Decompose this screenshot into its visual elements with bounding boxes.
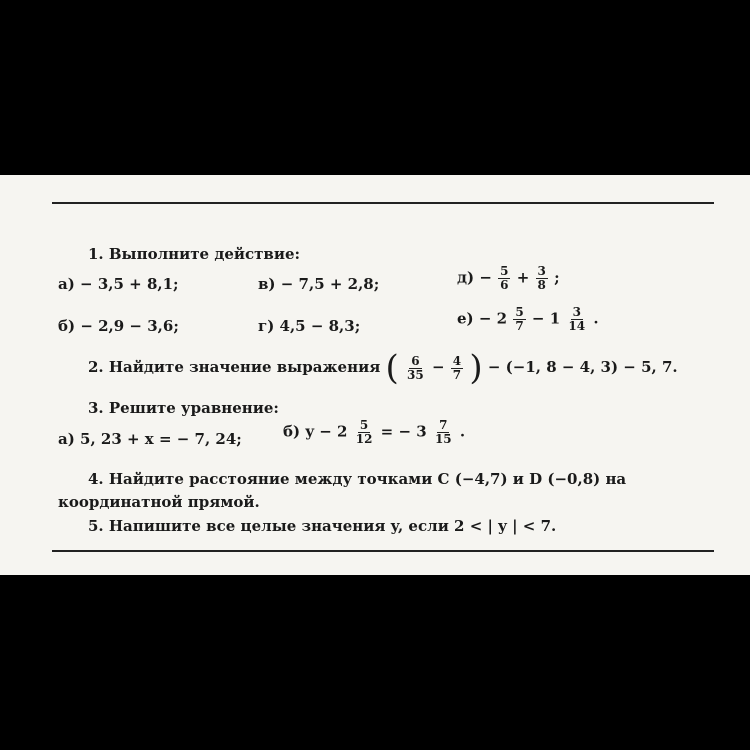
fraction: $\frac{3}{14}$ [568, 305, 586, 333]
task4-line2: координатной прямой. [58, 493, 260, 511]
task3-title: 3. Решите уравнение: [88, 399, 279, 417]
fraction: $\frac{3}{8}$ [537, 264, 546, 292]
task2: 2. Найдите значение выражения ( $\frac{6}{35}$ − $\frac{4}{7}$ ) − (−1, 8 − 4, 3) − 5, 7. [88, 348, 678, 388]
bottom-rule [52, 550, 714, 552]
task5: 5. Напишите все целые значения y, если 2 < | y | < 7. [88, 517, 557, 535]
task1-d: д) − $\frac{5}{6}$ + $\frac{3}{8}$ ; [457, 264, 560, 292]
top-rule [52, 202, 714, 204]
task2-text: 2. Найдите значение выражения [88, 358, 381, 376]
task1-d-prefix: д) − [457, 268, 492, 287]
fraction: $\frac{5}{12}$ [355, 418, 373, 446]
worksheet-page [0, 175, 750, 575]
task1-g: г) 4,5 − 8,3; [258, 317, 361, 335]
task1-b: б) − 2,9 − 3,6; [58, 317, 179, 335]
fraction: $\frac{6}{35}$ [407, 353, 424, 382]
task3-a: а) 5, 23 + x = − 7, 24; [58, 430, 242, 448]
task4-line1: 4. Найдите расстояние между точками C (−4,7) и D (−0,8) на [88, 470, 627, 488]
task1-v: в) − 7,5 + 2,8; [258, 275, 380, 293]
task3-b: б) y − 2 $\frac{5}{12}$ = − 3 $\frac{7}{15}$ . [283, 418, 466, 446]
task1-title: 1. Выполните действие: [88, 245, 301, 263]
task1-e: е) − 2 $\frac{5}{7}$ − 1 $\frac{3}{14}$ . [457, 305, 599, 333]
task1-a: а) − 3,5 + 8,1; [58, 275, 179, 293]
fraction: $\frac{5}{6}$ [500, 264, 509, 292]
fraction: $\frac{5}{7}$ [515, 305, 524, 333]
fraction: $\frac{7}{15}$ [434, 418, 452, 446]
fraction: $\frac{4}{7}$ [452, 353, 462, 382]
